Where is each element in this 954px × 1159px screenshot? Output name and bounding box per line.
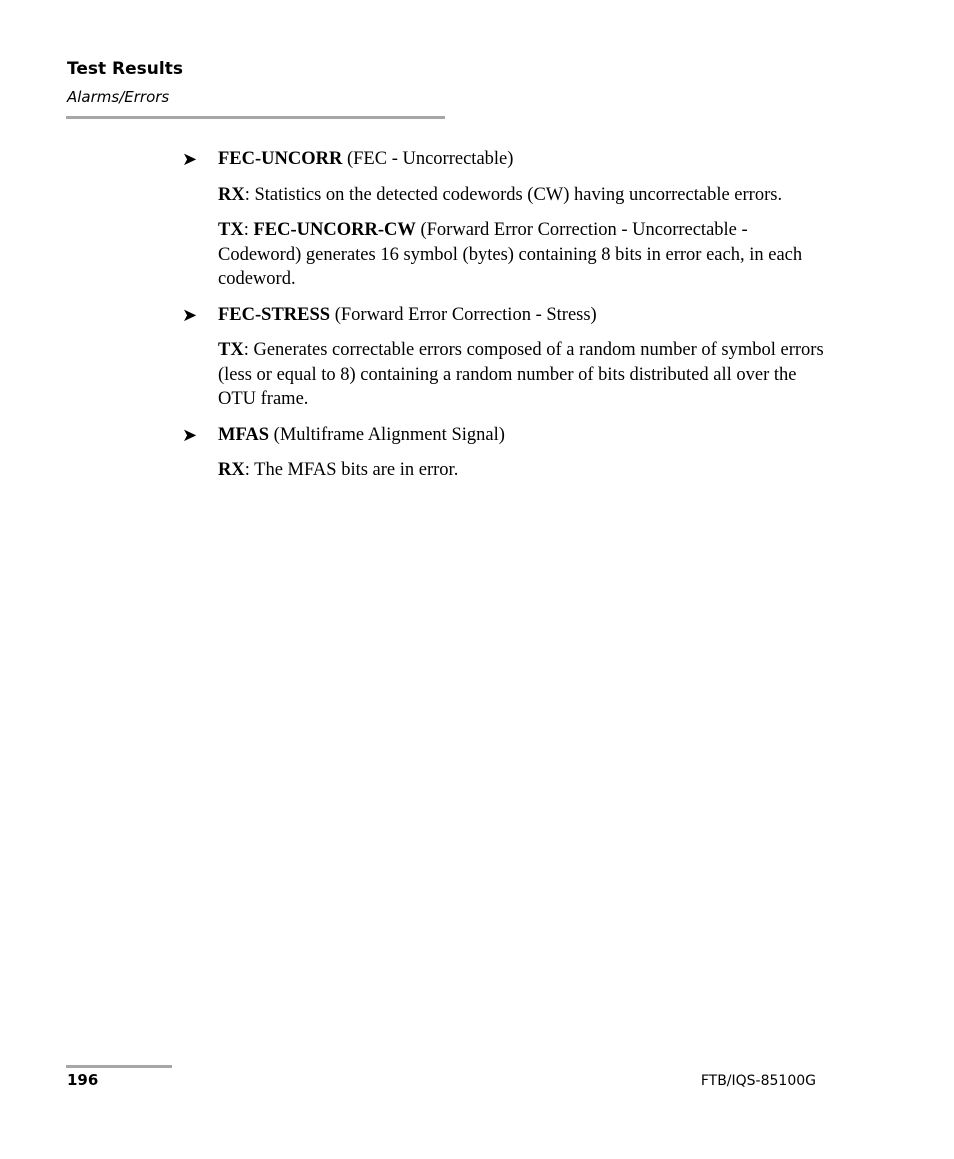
bullet-arrow-icon: ➤ [182,149,198,169]
tx-separator: : [243,220,254,240]
tx-term: FEC-UNCORR-CW [253,220,416,240]
tx-paragraph [218,218,828,292]
item-term: FEC-STRESS [218,304,331,325]
page-header [67,58,445,107]
rx-text: : The MFAS bits are in error. [244,460,459,480]
item-heading [182,303,828,328]
rx-label: RX [218,460,245,480]
rx-text: : Statistics on the detected codewords (CW) having uncorrectable errors. [244,184,783,205]
bullet-arrow-icon: ➤ [182,424,198,445]
section-title: Test Results [67,59,183,79]
document-name: FTB/IQS-85100G [700,1073,816,1089]
item-term: FEC-UNCORR [218,149,343,169]
header-divider [66,116,445,119]
tx-paragraph [218,338,828,412]
item-heading [182,423,828,448]
item-term-description: (Multiframe Alignment Signal) [269,424,505,445]
list-item-fec-uncorr [182,147,828,292]
bullet-arrow-icon: ➤ [182,304,198,325]
item-term-description: (FEC - Uncorrectable) [342,149,514,169]
rx-paragraph [218,458,828,483]
tx-label: TX [218,220,244,240]
footer-divider [66,1065,172,1068]
section-subtitle: Alarms/Errors [67,88,170,106]
tx-text: (Forward Error Correction - Uncorrectable - Codeword) generates 16 symbol (bytes) containing 8 bits in error each, in each codeword. [218,220,803,289]
page-number: 196 [67,1071,99,1089]
rx-label: RX [218,184,245,205]
item-term: MFAS [218,424,270,445]
rx-paragraph [218,183,828,208]
tx-text: : Generates correctable errors composed of a random number of symbol errors (less or equal to 8) containing a random number of bits distributed all over the OTU frame. [218,340,824,409]
main-content [182,147,828,494]
list-item-mfas [182,423,828,483]
tx-label: TX [218,340,244,360]
item-term-description: (Forward Error Correction - Stress) [330,304,597,325]
list-item-fec-stress [182,303,828,412]
item-heading [182,147,828,172]
